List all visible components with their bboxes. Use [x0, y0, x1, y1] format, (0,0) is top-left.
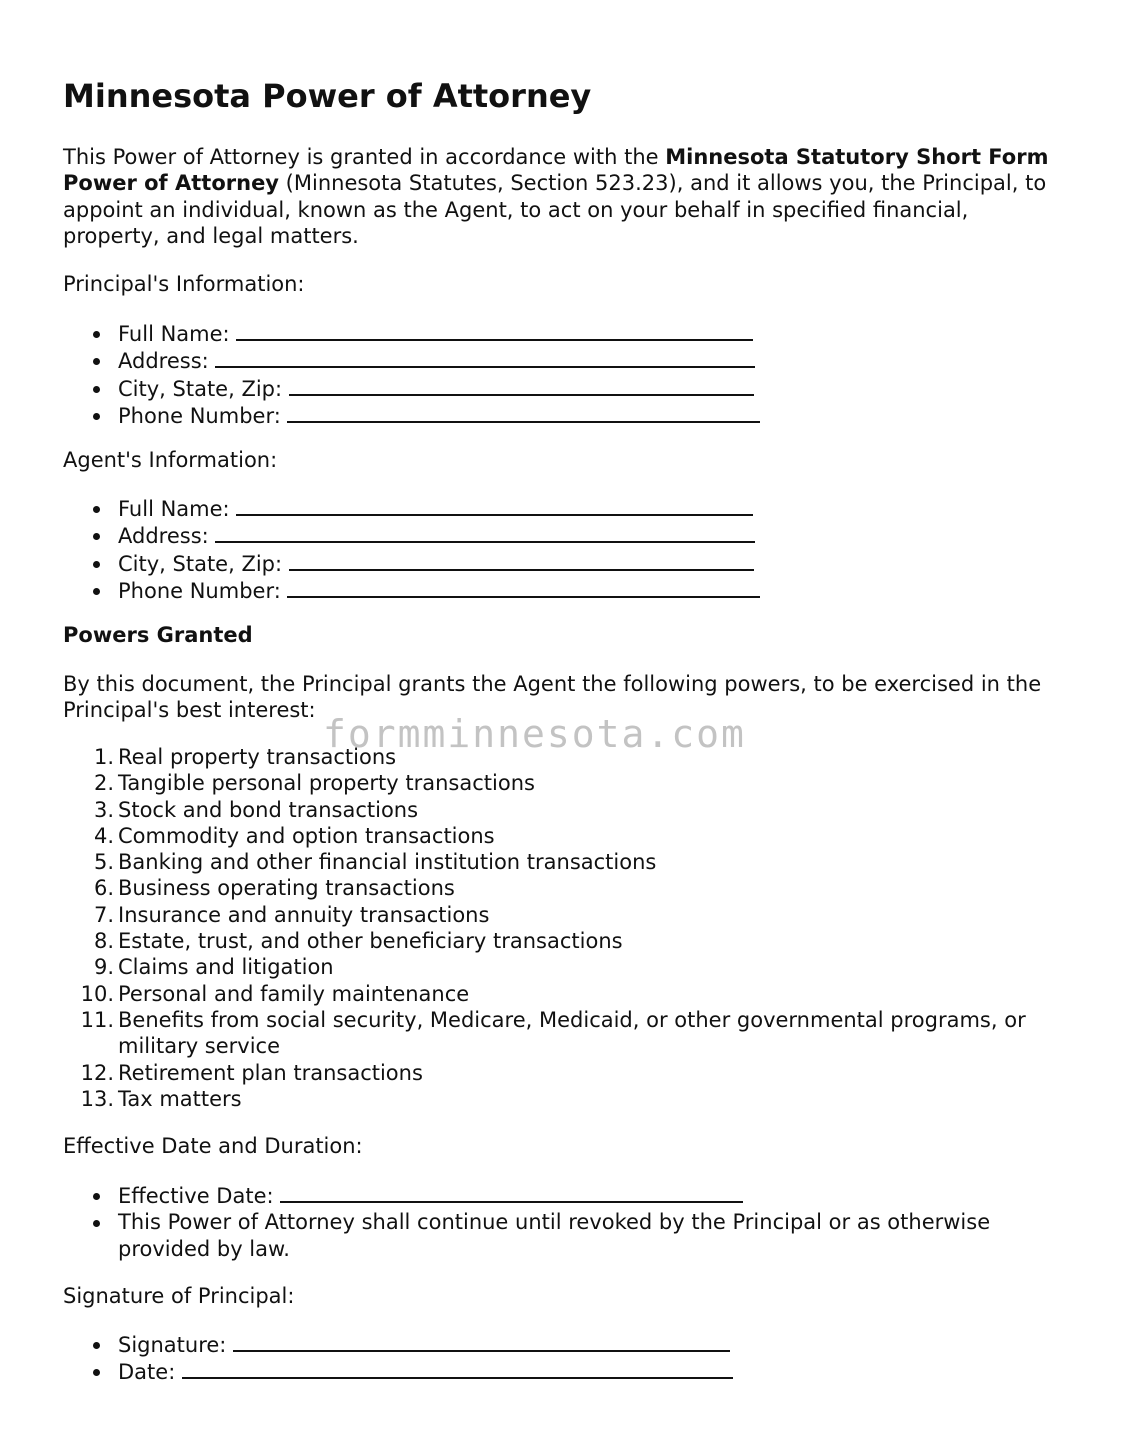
power-item-text: Tangible personal property transactions	[118, 771, 535, 796]
principal-city-state-zip-field[interactable]	[63, 375, 1053, 402]
power-item: 13. Tax matters	[80, 1086, 242, 1111]
principal-full-name-field[interactable]	[63, 320, 1053, 347]
power-item-text: Retirement plan transactions	[118, 1060, 423, 1085]
signature-date-field[interactable]	[63, 1358, 1053, 1385]
effective-date-field[interactable]	[63, 1182, 1053, 1209]
agent-city-state-zip-field[interactable]	[63, 550, 1053, 577]
field-label: Date:	[118, 1360, 176, 1385]
blank-line[interactable]	[182, 1358, 733, 1379]
field-label: Address:	[118, 524, 209, 549]
principal-fields	[63, 320, 1053, 429]
power-item-text: Insurance and annuity transactions	[118, 902, 490, 927]
blank-line[interactable]	[287, 577, 760, 598]
power-item-text: Real property transactions	[118, 745, 397, 769]
power-item: 7. Insurance and annuity transactions	[93, 902, 490, 927]
power-item: 6. Business operating transactions	[93, 876, 455, 901]
blank-line[interactable]	[280, 1182, 743, 1203]
field-label: Full Name:	[118, 497, 230, 521]
power-item-text: Estate, trust, and other beneficiary transactions	[118, 929, 623, 954]
powers-list	[63, 744, 1053, 1112]
signature-heading: Signature of Principal:	[63, 1284, 295, 1308]
duration-text: This Power of Attorney shall continue until revoked by the Principal or as otherwise provided by law.	[118, 1210, 991, 1261]
agent-heading: Agent's Information:	[63, 448, 278, 472]
power-item-text: Claims and litigation	[118, 955, 334, 980]
power-item-text: Stock and bond transactions	[118, 797, 419, 822]
power-item: 1. Real property transactions	[93, 745, 397, 769]
powers-heading: Powers Granted	[63, 623, 253, 647]
agent-address-field[interactable]	[63, 522, 1053, 549]
agent-phone-field[interactable]	[63, 577, 1053, 604]
blank-line[interactable]	[289, 550, 754, 571]
power-item: 12. Retirement plan transactions	[80, 1060, 423, 1085]
field-label: Full Name:	[118, 322, 230, 346]
blank-line[interactable]	[233, 1331, 730, 1352]
signature-fields	[63, 1331, 1053, 1386]
intro-text-2: (Minnesota Statutes, Section 523.23), and it allows you, the Principal, to appoint an individual, known as the Agent, to act on your behalf in specified financial, property, and legal matters.	[63, 171, 1047, 248]
power-item: 11. Benefits from social security, Medicare, Medicaid, or other governmental programs, or military service	[80, 1007, 1026, 1059]
intro-text-1: This Power of Attorney is granted in accordance with the	[63, 145, 666, 169]
power-item: 9. Claims and litigation	[93, 955, 334, 980]
field-label: Phone Number:	[118, 403, 281, 428]
power-item: 8. Estate, trust, and other beneficiary transactions	[93, 929, 623, 954]
power-item-text: Commodity and option transactions	[118, 823, 495, 848]
watermark-text: formminnesota.com	[323, 712, 746, 756]
principal-heading: Principal's Information:	[63, 272, 305, 296]
blank-line[interactable]	[215, 522, 755, 543]
blank-line[interactable]	[236, 320, 753, 341]
signature-field[interactable]	[63, 1331, 1053, 1358]
field-label: City, State, Zip:	[118, 551, 283, 576]
field-label: City, State, Zip:	[118, 376, 283, 401]
power-item-text: Tax matters	[118, 1086, 242, 1111]
intro-bold-statute: Minnesota Statutory Short Form Power of Attorney	[63, 145, 1049, 196]
intro-paragraph	[63, 144, 1053, 249]
blank-line[interactable]	[236, 495, 753, 516]
power-item: 4. Commodity and option transactions	[93, 823, 495, 848]
blank-line[interactable]	[215, 347, 755, 368]
power-item-text: Banking and other financial institution transactions	[118, 850, 657, 875]
principal-address-field[interactable]	[63, 347, 1053, 374]
field-label: Effective Date:	[118, 1184, 274, 1208]
effective-heading: Effective Date and Duration:	[63, 1134, 363, 1158]
effective-fields	[63, 1182, 1053, 1262]
blank-line[interactable]	[287, 402, 760, 423]
field-label: Address:	[118, 349, 209, 374]
power-item: 3. Stock and bond transactions	[93, 797, 419, 822]
power-item-text: Business operating transactions	[118, 876, 455, 901]
agent-full-name-field[interactable]	[63, 495, 1053, 522]
agent-fields	[63, 495, 1053, 604]
power-item: 2. Tangible personal property transactions	[93, 771, 535, 796]
powers-intro: By this document, the Principal grants the Agent the following powers, to be exercised in the Principal's best interest:	[63, 672, 1042, 723]
power-item: 5. Banking and other financial institution transactions	[93, 850, 657, 875]
field-label: Phone Number:	[118, 578, 281, 603]
page-title: Minnesota Power of Attorney	[63, 77, 592, 115]
principal-phone-field[interactable]	[63, 402, 1053, 429]
blank-line[interactable]	[289, 375, 754, 396]
field-label: Signature:	[118, 1333, 227, 1357]
power-item-text: Benefits from social security, Medicare, Medicaid, or other governmental programs, or military service	[118, 1007, 1026, 1059]
duration-item	[63, 1209, 1053, 1262]
power-item-text: Personal and family maintenance	[118, 981, 470, 1006]
power-item: 10. Personal and family maintenance	[80, 981, 470, 1006]
